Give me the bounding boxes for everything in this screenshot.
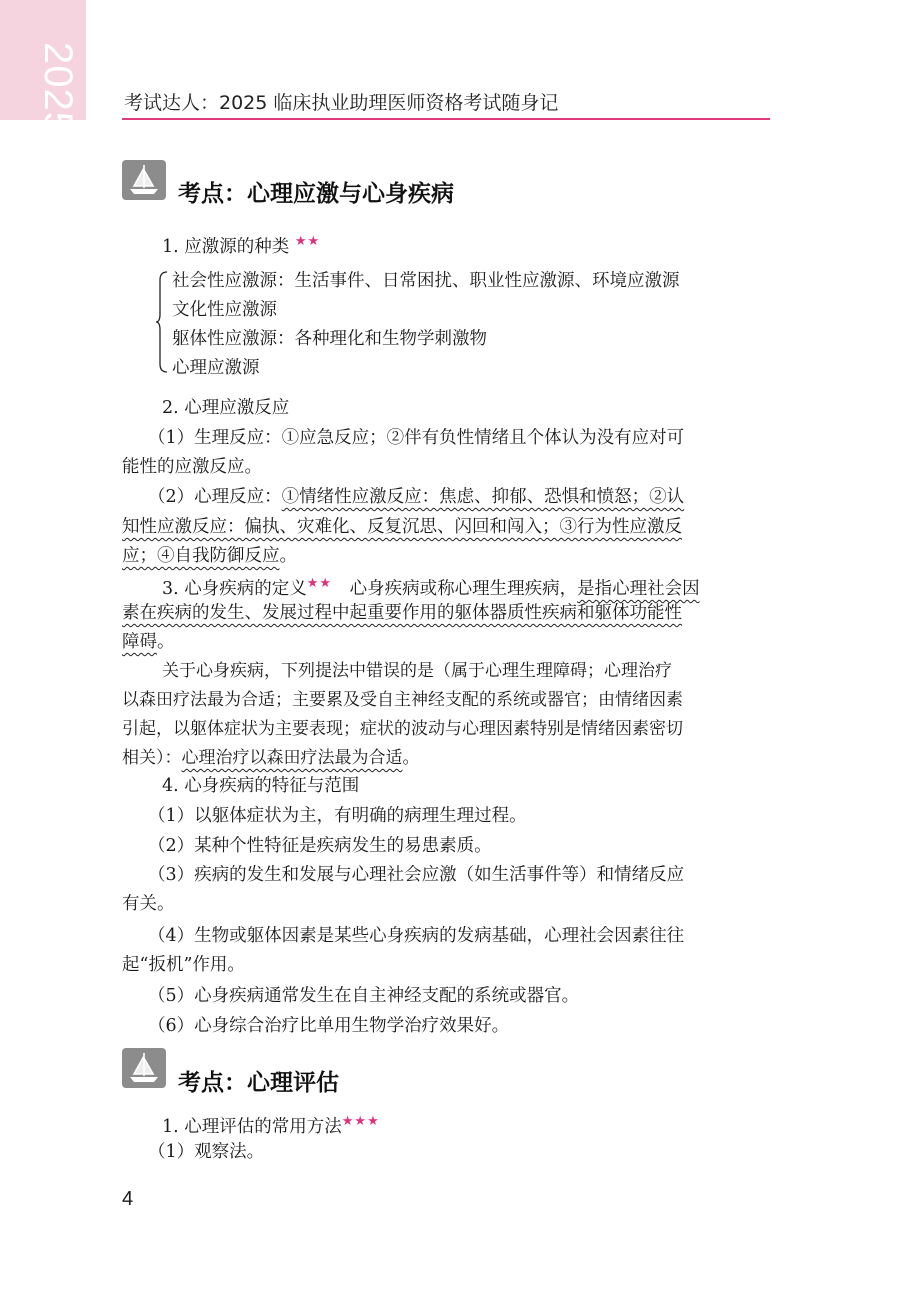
section-title: 考点：心理应激与心身疾病	[178, 181, 454, 207]
list-item: 心理应激源	[172, 358, 260, 378]
heading-features: 4. 心身疾病的特征与范围	[162, 776, 360, 796]
list-item: 社会性应激源：生活事件、日常困扰、职业性应激源、环境应激源	[172, 271, 680, 291]
text-line: （5）心身疾病通常发生在自主神经支配的系统或器官。	[148, 986, 580, 1006]
heading-assessment-methods: 1. 心理评估的常用方法★★★	[162, 1114, 380, 1137]
sailboat-icon	[122, 160, 166, 200]
emphasis-underline: 障碍	[122, 632, 157, 652]
sailboat-icon	[122, 1048, 166, 1088]
text-line: （4）生物或躯体因素是某些心身疾病的发病基础，心理社会因素往往	[148, 926, 685, 946]
running-head: 考试达人：2025 临床执业助理医师资格考试随身记	[124, 92, 559, 114]
text-line: 有关。	[122, 894, 175, 914]
text-line	[122, 599, 682, 627]
importance-stars: ★★	[294, 234, 321, 249]
text-line: 3. 心身疾病的定义★★ 心身疾病或称心理生理疾病，是指心理社会因	[162, 576, 700, 599]
question-line: 以森田疗法最为合适；主要累及受自主神经支配的系统或器官；由情绪因素	[122, 690, 683, 710]
list-item: 躯体性应激源：各种理化和生物学刺激物	[172, 329, 487, 349]
question-line: 相关）：心理治疗以森田疗法最为合适。	[122, 748, 420, 768]
text-line: （3）疾病的发生和发展与心理社会应激（如生活事件等）和情绪反应	[148, 865, 685, 885]
importance-stars: ★★★	[341, 1114, 380, 1129]
corner-year: 2025	[36, 42, 80, 135]
text-line: 起“扳机”作用。	[122, 955, 245, 975]
curly-brace	[155, 270, 169, 374]
text-line: （1）以躯体症状为主，有明确的病理生理过程。	[148, 806, 527, 826]
text-line: 应；④自我防御反应。	[122, 546, 297, 566]
emphasis-underline: 素在疾病的发生、发展过程中起重要作用的躯体器质性疾病和躯体功能性	[122, 603, 682, 623]
header-rule	[122, 118, 770, 120]
text-line: （1）观察法。	[148, 1142, 265, 1162]
importance-stars: ★★	[306, 576, 333, 591]
text-line: （1）生理反应：①应急反应；②伴有负性情绪且个体认为没有应对可	[148, 428, 685, 448]
heading-stress-response: 2. 心理应激反应	[162, 398, 290, 418]
heading-stressor-types: 1. 应激源的种类 ★★	[162, 234, 321, 257]
emphasis-underline: 应；④自我防御反应	[122, 546, 280, 566]
text-line: 能性的应激反应。	[122, 457, 262, 477]
question-line: 关于心身疾病，下列提法中错误的是（属于心理生理障碍；心理治疗	[162, 661, 672, 681]
text-line: （2）某种个性特征是疾病发生的易患素质。	[148, 836, 492, 856]
text-line: （2）心理反应：①情绪性应激反应：焦虑、抑郁、恐惧和愤怒；②认	[148, 487, 685, 507]
list-item: 文化性应激源	[172, 300, 277, 320]
emphasis-underline: 是指心理社会因	[577, 578, 700, 599]
text-line: 障碍。	[122, 632, 175, 652]
text-line	[122, 513, 682, 541]
question-line: 引起，以躯体症状为主要表现；症状的波动与心理因素特别是情绪因素密切	[122, 719, 683, 739]
text-line: （6）心身综合治疗比单用生物学治疗效果好。	[148, 1016, 510, 1036]
section-title: 考点：心理评估	[178, 1070, 339, 1096]
page-number: 4	[122, 1188, 134, 1210]
emphasis-underline: 知性应激反应：偏执、灾难化、反复沉思、闪回和闯入；③行为性应激反	[122, 517, 682, 537]
answer-underline: 心理治疗以森田疗法最为合适	[181, 748, 403, 768]
corner-tab	[0, 0, 86, 135]
emphasis-underline: ①情绪性应激反应：焦虑、抑郁、恐惧和愤怒；②认	[281, 487, 685, 507]
